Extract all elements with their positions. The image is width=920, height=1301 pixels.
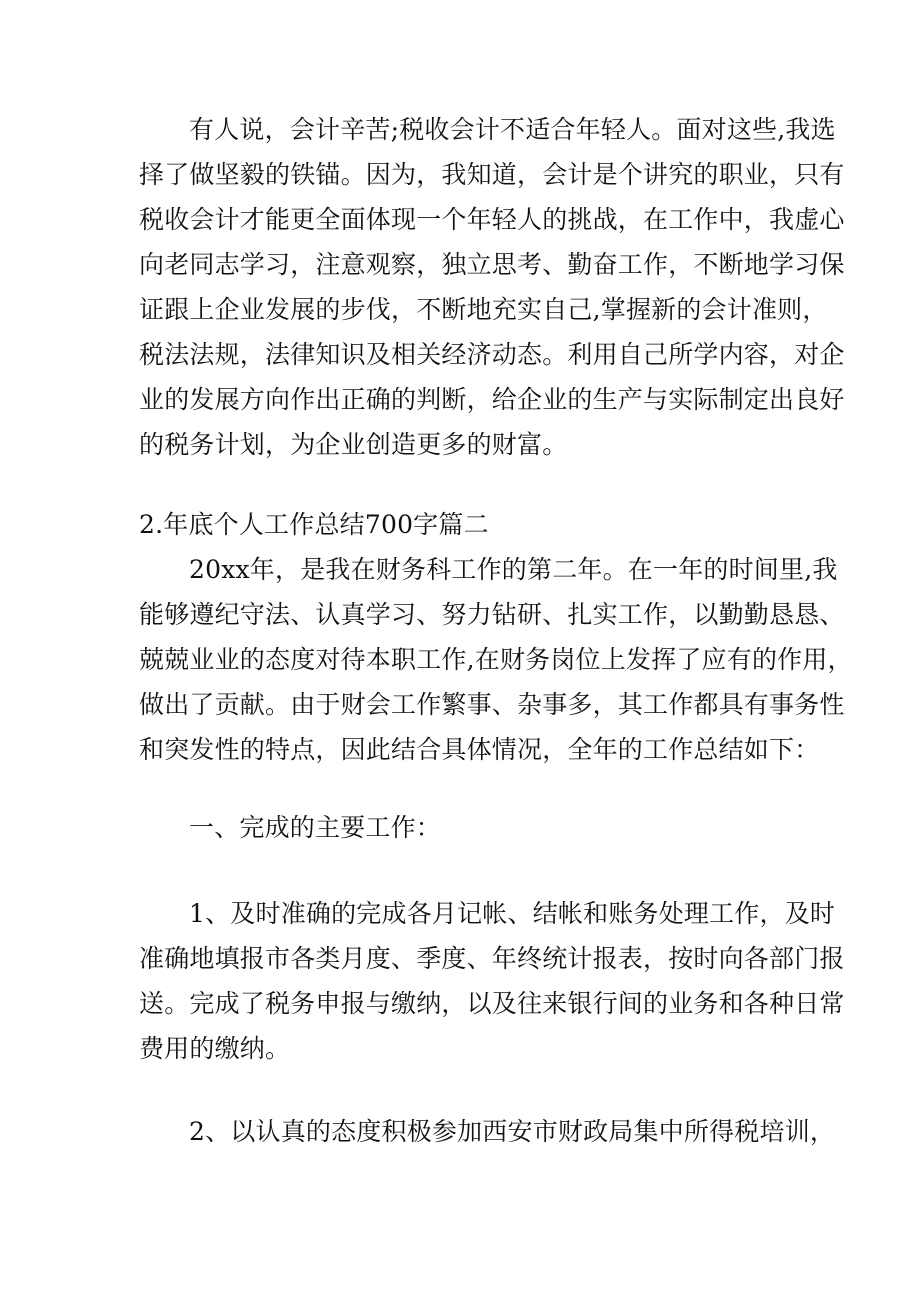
paragraph-accounting-reflection bbox=[139, 107, 845, 467]
text-line: 2、以认真的态度积极参加西安市财政局集中所得税培训， bbox=[189, 1117, 836, 1146]
text-line: 择了做坚毅的铁锚。因为，我知道，会计是个讲究的职业，只有 bbox=[139, 160, 845, 189]
text-line: 能够遵纪守法、认真学习、努力钻研、扎实工作，以勤勤恳恳、 bbox=[139, 600, 845, 629]
section-heading bbox=[139, 502, 799, 547]
text-line: 证跟上企业发展的步伐，不断地充实自己,掌握新的会计准则， bbox=[139, 295, 828, 324]
text-line: 费用的缴纳。 bbox=[139, 1034, 291, 1063]
subsection-title bbox=[139, 805, 799, 850]
text-line: 准确地填报市各类月度、季度、年终统计报表，按时向各部门报 bbox=[139, 944, 845, 973]
text-line: 向老同志学习，注意观察，独立思考、勤奋工作，不断地学习保 bbox=[139, 250, 845, 279]
text-line: 做出了贡献。由于财会工作繁事、杂事多，其工作都具有事务性 bbox=[139, 690, 845, 719]
heading-text: 2.年底个人工作总结700字篇二 bbox=[139, 510, 489, 539]
text-line: 和突发性的特点，因此结合具体情况，全年的工作总结如下： bbox=[139, 735, 820, 764]
text-line: 兢兢业业的态度对待本职工作,在财务岗位上发挥了应有的作用， bbox=[139, 645, 853, 674]
list-item-1 bbox=[139, 891, 845, 1071]
paragraph-year-intro bbox=[139, 547, 853, 772]
text-line: 业的发展方向作出正确的判断，给企业的生产与实际制定出良好 bbox=[139, 385, 845, 414]
list-item-2 bbox=[139, 1109, 836, 1154]
text-line: 1、及时准确的完成各月记帐、结帐和账务处理工作，及时 bbox=[189, 899, 836, 928]
subsection-title-text: 一、完成的主要工作： bbox=[189, 813, 442, 842]
text-line: 税收会计才能更全面体现一个年轻人的挑战，在工作中，我虚心 bbox=[139, 205, 845, 234]
text-line: 税法法规，法律知识及相关经济动态。利用自己所学内容，对企 bbox=[139, 340, 845, 369]
text-line: 有人说，会计辛苦;税收会计不适合年轻人。面对这些,我选 bbox=[189, 115, 836, 144]
text-line: 20xx年，是我在财务科工作的第二年。在一年的时间里,我 bbox=[189, 555, 838, 584]
text-line: 的税务计划，为企业创造更多的财富。 bbox=[139, 430, 568, 459]
text-line: 送。完成了税务申报与缴纳，以及往来银行间的业务和各种日常 bbox=[139, 989, 845, 1018]
